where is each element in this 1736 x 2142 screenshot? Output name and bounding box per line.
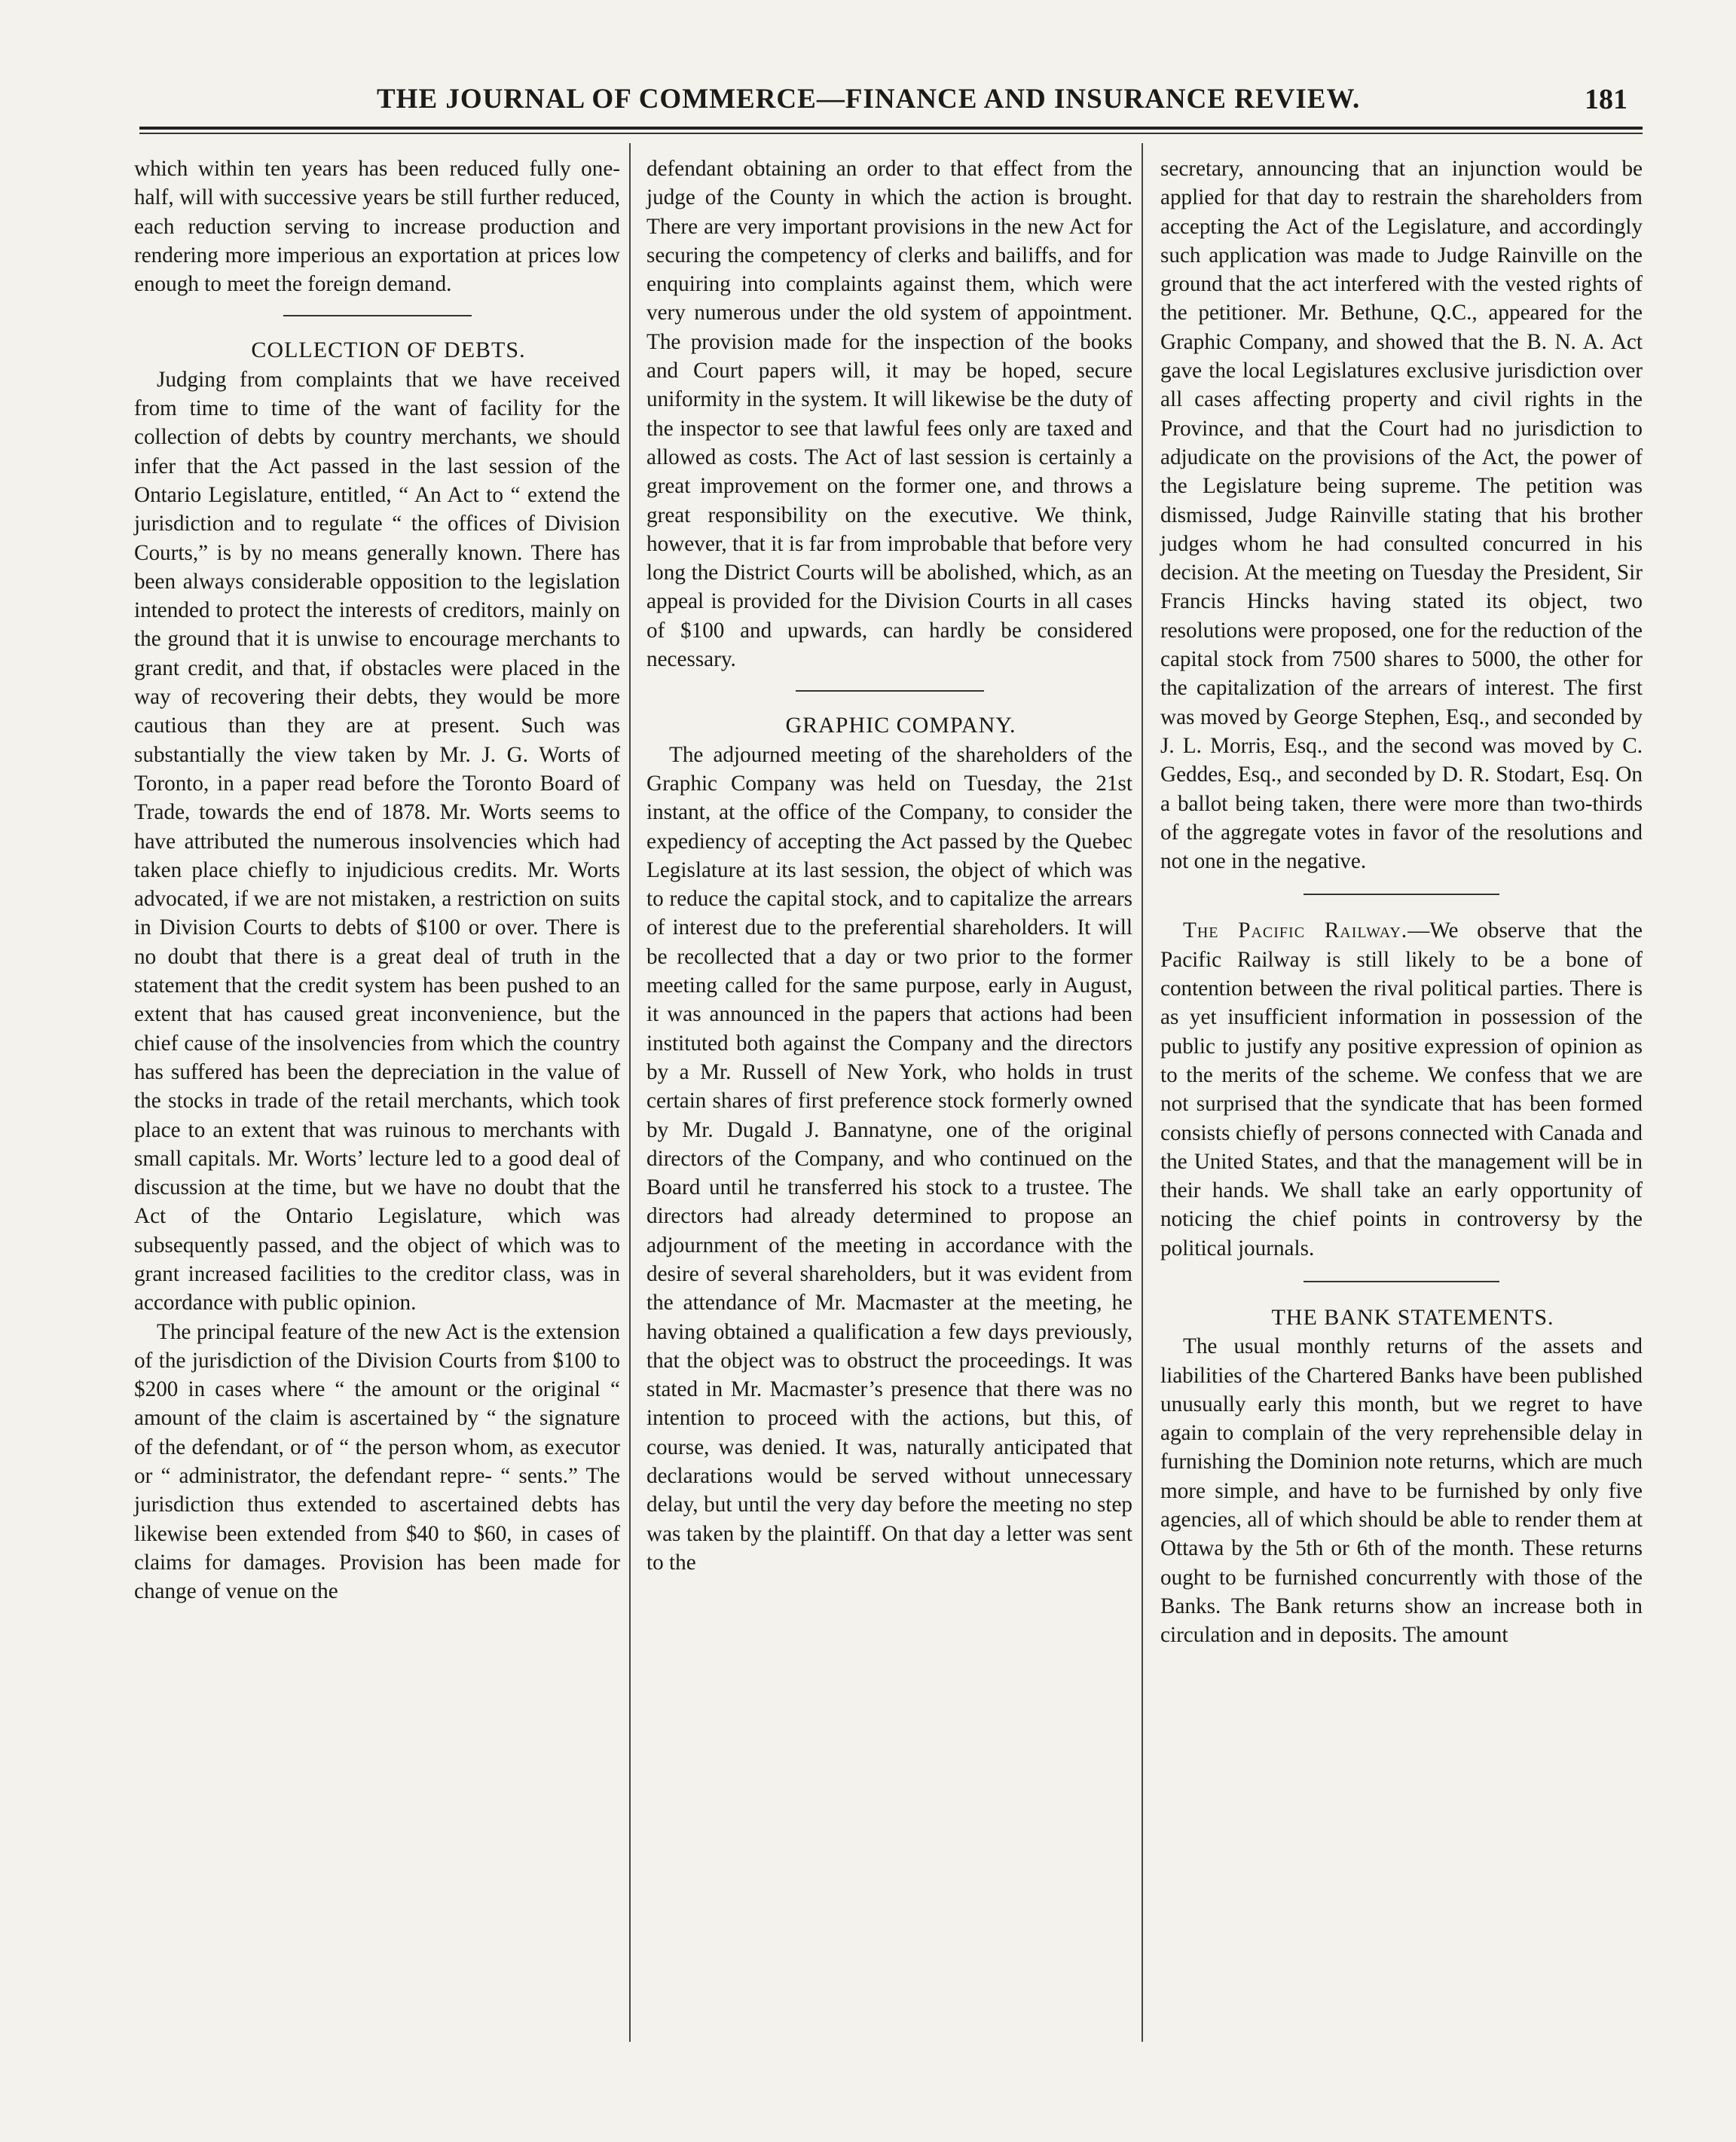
pacific-railway-lead: The Pacific Railway. (1183, 918, 1408, 943)
column-1 (134, 154, 620, 1606)
heading-collection-of-debts: COLLECTION OF DEBTS. (251, 338, 526, 363)
section-separator (1304, 1281, 1499, 1282)
heading-bank-statements: THE BANK STATEMENTS. (1271, 1304, 1554, 1330)
header-rule-thick (139, 127, 1643, 130)
paragraph-bank-statements: The usual monthly returns of the assets and liabilities of the Chartered Banks have been published unusually early this month, but we regret to have again to complain of the very reprehensible delay in furnishing the Dominion note returns, which are much more simple, and have to be furnished by only five agencies, all of which should be able to render them at Ottawa by the 5th or 6th of the month. These returns ought to be furnished concurrently with those of the Banks. The Bank returns show an increase both in circulation and in deposits. The amount (1160, 1334, 1643, 1648)
column-divider-2 (1142, 143, 1143, 2042)
column-3 (1160, 154, 1643, 1650)
column-divider-1 (629, 143, 631, 2042)
paragraph-pacific-railway (1160, 916, 1643, 1263)
paragraph-debts-1: Judging from complaints that we have received from time to time of the want of facility for the collection of debts by country merchants, we should infer that the Act passed in the last session of the Ontario Legislature, entitled, “ An Act to “ extend the jurisdiction and to regulate “ the offices of Division Courts,” is by no means generally known. There has been always considerable opposition to the legislation intended to protect the interests of creditors, mainly on the ground that it is unwise to encourage merchants to grant credit, and that, if obstacles were placed in the way of recovering their debts, they would be more cautious than they are at present. Such was substantially the view taken by Mr. J. G. Worts of Toronto, in a paper read before the Toronto Board of Trade, towards the end of 1878. Mr. Worts seems to have attributed the numerous insolvencies which had taken place chiefly to injudicious credits. Mr. Worts advocated, if we are not mistaken, a restriction on suits in Division Courts to debts of $100 or over. There is no doubt that there is a great deal of truth in the statement that the credit system has been pushed to an extent that has caused great inconvenience, but the chief cause of the insolvencies from which the country has suffered has been the depreciation in the value of the stocks in trade of the retail merchants, which took place to an extent that was ruinous to merchants with small capitals. Mr. Worts’ lecture led to a good deal of discussion at the time, but we have no doubt that the Act of the Ontario Legislature, which was subsequently passed, and the object of which was to grant increased facilities to the creditor class, was in accordance with public opinion. (134, 367, 620, 1315)
paragraph-debts-2: The principal feature of the new Act is the extension of the jurisdiction of the Division Courts from $100 to $200 in cases where “ the amount or the original “ amount of the claim is ascertained by “ the signature of the defendant, or of “ the person whom, as executor or “ administrator, the defendant repre- “ sents.” The jurisdiction thus extended to ascertained debts has likewise been extended from $40 to $60, in cases of claims for damages. Provision has been made for change of venue on the (134, 1319, 620, 1604)
section-separator (796, 690, 984, 692)
journal-title: THE JOURNAL OF COMMERCE—FINANCE AND INSURANCE REVIEW. (377, 84, 1361, 115)
heading-graphic-company: GRAPHIC COMPANY. (785, 713, 1016, 738)
column-2 (646, 154, 1132, 1577)
paragraph-graphic-continued: secretary, announcing that an injunction would be applied for that day to restrain the shareholders from accepting the Act of the Legislature, and accordingly such application was made to Judge Rainville on the ground that the act interfered with the vested rights of the petitioner. Mr. Bethune, Q.C., appeared for the Graphic Company, and showed that the B. N. A. Act gave the local Legislatures exclusive jurisdiction over all cases affecting property and civil rights in the Province, and that the Court had no jurisdiction to adjudicate on the provisions of the Act, the power of the Legislature being supreme. The petition was dismissed, Judge Rainville stating that his brother judges whom he had consulted concurred in his decision. At the meeting on Tuesday the President, Sir Francis Hincks having stated its object, two resolutions were proposed, one for the reduction of the capital stock from 7500 shares to 5000, the other for the capitalization of the arrears of interest. The first was moved by George Stephen, Esq., and seconded by J. L. Morris, Esq., and the second was moved by C. Geddes, Esq., and seconded by D. R. Stodart, Esq. On a ballot being taken, there were more than two-thirds of the aggregate votes in favor of the resolutions and not one in the negative. (1160, 157, 1643, 874)
pacific-railway-text: —We observe that the Pacific Railway is still likely to be a bone of contention between the rival political parties. There is as yet insufficient information in possession of the public to justify any positive expression of opinion as to the merits of the scheme. We confess that we are not surprised that the syndicate that has been formed consists chiefly of persons connected with Canada and the United States, and that the management will be in their hands. We shall take an early opportunity of noticing the chief points in controversy by the political journals. (1160, 918, 1643, 1260)
paragraph-graphic-company: The adjourned meeting of the shareholders of the Graphic Company was held on Tuesday, the 21st instant, at the office of the Company, to consider the expediency of accepting the Act passed by the Quebec Legislature at its last session, the object of which was to reduce the capital stock, and to capitalize the arrears of interest due to the preferential shareholders. It will be recollected that a day or two prior to the former meeting called for the same purpose, early in August, it was announced in the papers that actions had been instituted both against the Company and the directors by a Mr. Russell of New York, who holds in trust certain shares of first preference stock formerly owned by Mr. Dugald J. Bannatyne, one of the original directors of the Company, and who continued on the Board until he transferred his stock to a trustee. The directors had already determined to propose an adjournment of the meeting in accordance with the desire of several shareholders, but it was evident from the attendance of Mr. Macmaster at the meeting, he having obtained a qualification a few days previously, that the object was to obstruct the proceedings. It was stated in Mr. Macmaster’s presence that there was no intention to proceed with the actions, but this, of course, was denied. It was, naturally anticipated that declarations would be served without unnecessary delay, but until the very day before the meeting no step was taken by the plaintiff. On that day a letter was sent to the (646, 742, 1132, 1575)
paragraph-intro-continued: which within ten years has been reduced fully one-half, will with successive years be still further reduced, each reduction serving to increase production and rendering more imperious an exportation at prices low enough to meet the foreign demand. (134, 157, 620, 297)
page-number: 181 (1585, 84, 1628, 115)
section-separator (283, 315, 472, 316)
paragraph-debts-continued: defendant obtaining an order to that effect from the judge of the County in which the action is brought. There are very important provisions in the new Act for securing the competency of clerks and bailiffs, and for enquiring into complaints against them, which were very numerous under the old system of appointment. The provision made for the inspection of the books and Court papers will, it may be hoped, secure uniformity in the system. It will likewise be the duty of the inspector to see that lawful fees only are taxed and allowed as costs. The Act of last session is certainly a great improvement on the former one, and throws a great responsibility on the executive. We think, however, that it is far from improbable that before very long the District Courts will be abolished, which, as an appeal is provided for the Division Courts in all cases of $100 and upwards, can hardly be considered necessary. (646, 157, 1132, 672)
header-rule-thin (139, 133, 1643, 134)
page-header (136, 83, 1643, 128)
section-separator (1304, 894, 1499, 895)
